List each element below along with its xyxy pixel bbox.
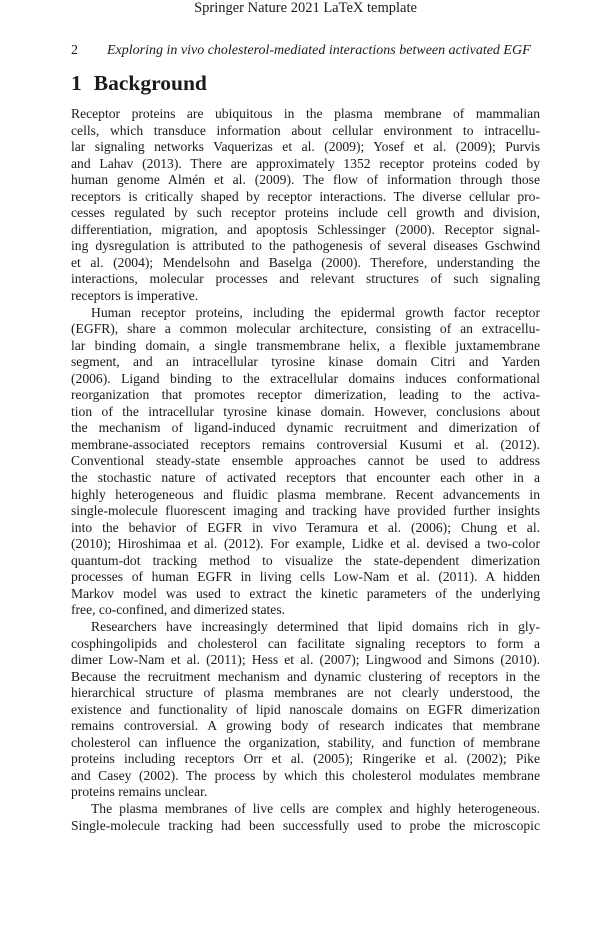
text-line: (EGFR), share a common molecular architecture, consisting of an extracellu- <box>71 321 540 337</box>
text-line: lar signaling networks Vaquerizas et al. (2009); Yosef et al. (2009); Purvis <box>71 139 540 155</box>
text-line: receptors is critically shaped by receptor interactions. The diverse cellular pro- <box>71 188 540 204</box>
text-line: Human receptor proteins, including the epidermal growth factor receptor <box>91 304 540 320</box>
section-number: 1 <box>71 71 82 95</box>
text-line: The plasma membranes of live cells are complex and highly heterogeneous. <box>91 800 540 816</box>
text-line: the mechanism of ligand-induced dynamic recruitment and dimerization of <box>71 420 540 436</box>
text-line: cells, which transduce information about cellular environment to intracellu- <box>71 122 540 138</box>
text-line: highly heterogeneous and fluidic plasma membrane. Recent advancements in <box>71 486 540 502</box>
text-line: Markov model was used to extract the kinetic parameters of the underlying <box>71 585 540 601</box>
text-line: Conventional steady-state ensemble approaches cannot be used to address <box>71 453 540 469</box>
paragraph <box>71 305 540 619</box>
text-line: dimer Low-Nam et al. (2011); Hess et al. (2007); Lingwood and Simons (2010). <box>71 652 540 668</box>
text-line: processes of human EGFR in living cells Low-Nam et al. (2011). A hidden <box>71 569 540 585</box>
body-text <box>71 106 540 834</box>
text-line: the stochastic nature of activated receptors that encounter each other in a <box>71 470 540 486</box>
text-line: lar binding domain, a single transmembrane helix, a flexible juxtamembrane <box>71 337 540 353</box>
section-title: Background <box>93 71 207 95</box>
text-line: differentiation, migration, and apoptosis Schlessinger (2000). Receptor signal- <box>71 221 540 237</box>
text-line: et al. (2004); Mendelsohn and Baselga (2000). Therefore, understanding the <box>71 254 540 270</box>
text-line: cosphingolipids and cholesterol can facilitate signaling receptors to form a <box>71 635 540 651</box>
running-title: Exploring in vivo cholesterol-mediated interactions between activated EGF <box>107 43 531 58</box>
text-line: quantum-dot tracking method to visualize the state-dependent dimerization <box>71 552 540 568</box>
page-number: 2 <box>71 43 78 58</box>
text-line: ing dysregulation is attributed to the pathogenesis of several diseases Gschwind <box>71 238 540 254</box>
running-head <box>71 42 551 60</box>
template-header: Springer Nature 2021 LaTeX template <box>194 0 417 16</box>
text-line: Receptor proteins are ubiquitous in the plasma membrane of mammalian <box>71 106 540 121</box>
text-line: tion of the intracellular tyrosine kinase domain. However, conclusions about <box>71 403 540 419</box>
text-line: receptors is imperative. <box>71 288 199 304</box>
text-line: cesses regulated by such receptor proteins include cell growth and division, <box>71 205 540 221</box>
text-line: proteins remains unclear. <box>71 784 208 800</box>
text-line: into the behavior of EGFR in vivo Teramura et al. (2006); Chung et al. <box>71 519 540 535</box>
text-line: Researchers have increasingly determined that lipid domains rich in gly- <box>91 618 540 634</box>
text-line: proteins including receptors Orr et al. (2005); Ringerike et al. (2002); Pike <box>71 751 540 767</box>
paragraph <box>71 801 540 834</box>
text-line: Single-molecule tracking had been successfully used to probe the microscopic <box>71 817 540 833</box>
text-line: free, co-confined, and dimerized states. <box>71 602 286 618</box>
paragraph <box>71 619 540 801</box>
paragraph <box>71 106 540 305</box>
text-line: cholesterol can influence the organization, stability, and function of membrane <box>71 734 540 750</box>
text-line: existence and functionality of lipid nanoscale domains on EGFR dimerization <box>71 701 540 717</box>
section-heading <box>71 70 207 96</box>
text-line: and Lahav (2013). There are approximately 1352 receptor proteins coded by <box>71 155 540 171</box>
text-line: membrane-associated receptors remains controversial Kusumi et al. (2012). <box>71 436 540 452</box>
text-line: (2010); Hiroshimaa et al. (2012). For example, Lidke et al. devised a two-color <box>71 536 540 552</box>
text-line: reorganization that promotes receptor dimerization, leading to the activa- <box>71 387 540 403</box>
text-line: human genome Almén et al. (2009). The flow of information through those <box>71 172 540 188</box>
text-line: hierarchical structure of plasma membranes are not clearly understood, the <box>71 685 540 701</box>
text-line: Because the recruitment mechanism and dynamic clustering of receptors in the <box>71 668 540 684</box>
text-line: and Casey (2002). The process by which this cholesterol modulates membrane <box>71 767 540 783</box>
text-line: remains controversial. A growing body of research indicates that membrane <box>71 718 540 734</box>
text-line: single-molecule fluorescent imaging and tracking have provided further insights <box>71 503 540 519</box>
text-line: (2006). Ligand binding to the extracellular domains induces conformational <box>71 370 540 386</box>
text-line: segment, and an intracellular tyrosine kinase domain Citri and Yarden <box>71 354 540 370</box>
text-line: interactions, molecular processes and relevant structures of such signaling <box>71 271 540 287</box>
